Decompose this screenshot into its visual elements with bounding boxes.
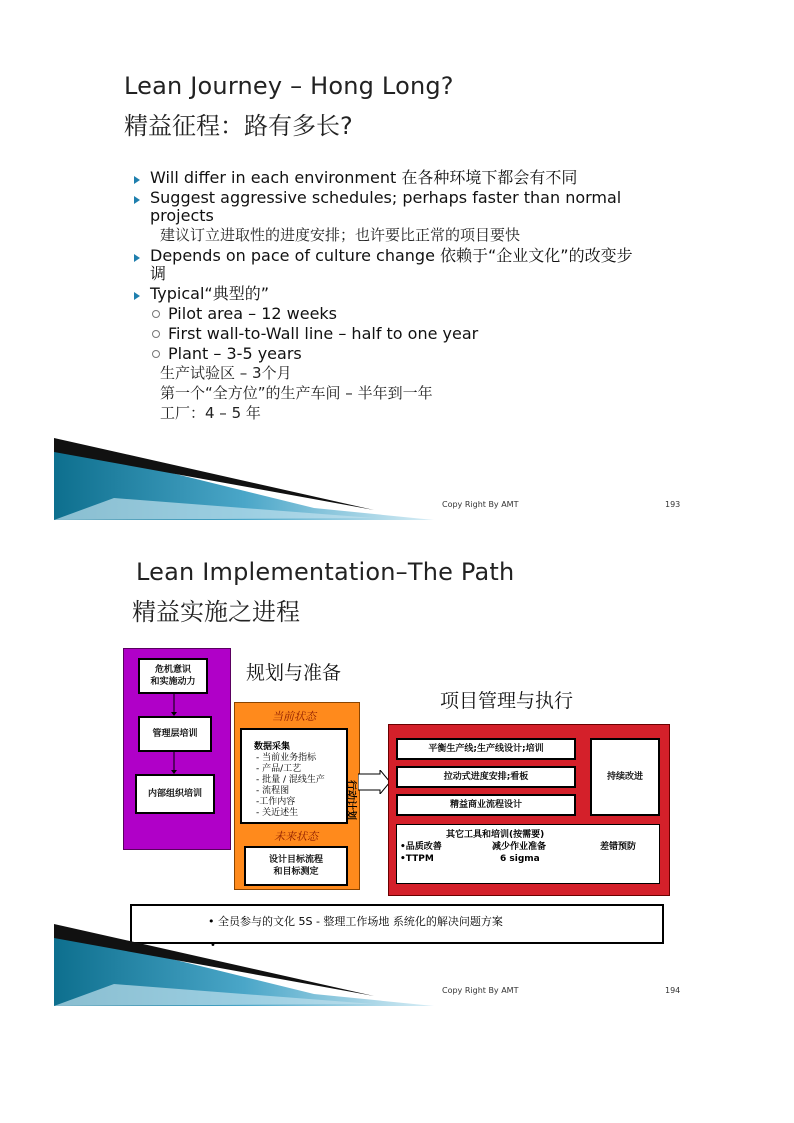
decorative-wedge <box>54 924 680 1006</box>
action-plan-label: 行动计划 <box>345 780 356 820</box>
tool-quality: •品质改善 <box>400 842 442 852</box>
current-state-label: 当前状态 <box>272 710 316 723</box>
bullet-2-line2: projects <box>150 206 214 225</box>
lean-business-box: 精益商业流程设计 <box>396 794 576 816</box>
purple-arrows <box>169 694 179 774</box>
data-item: - 当前业务指标 <box>256 753 317 763</box>
cn-line-1: 生产试验区 – 3个月 <box>160 364 292 382</box>
bullet-arrow-icon <box>134 254 140 262</box>
slide-title-en: Lean Implementation–The Path <box>136 558 515 586</box>
slide-193 <box>54 54 680 520</box>
footer-page-number: 193 <box>665 500 680 509</box>
data-item: - 流程图 <box>256 786 290 796</box>
future-state-label: 未来状态 <box>274 830 318 843</box>
tool-setup: 减少作业准备 <box>492 842 547 852</box>
internal-training-box: 内部组织培训 <box>135 774 215 814</box>
culture-bar-text: • 全员参与的文化 5S - 整理工作场地 系统化的解决问题方案 <box>208 915 503 928</box>
bullet-1: Will differ in each environment 在各种环境下都会有不同 <box>150 168 578 187</box>
data-item: -工作内容 <box>256 797 296 807</box>
balance-line-box: 平衡生产线;生产线设计;培训 <box>396 738 576 760</box>
bullet-3-line1: Depends on pace of culture change 依赖于“企业文化”的改变步 <box>150 246 633 265</box>
cn-line-3: 工厂：4 – 5 年 <box>160 404 261 422</box>
slide-194 <box>54 548 680 1006</box>
continuous-improvement-box: 持续改进 <box>590 738 660 816</box>
data-item: - 关近述生 <box>256 808 299 818</box>
bullet-arrow-icon <box>134 176 140 184</box>
project-execution-label: 项目管理与执行 <box>440 690 574 712</box>
tool-poka-yoke: 差错预防 <box>600 842 637 852</box>
planning-label: 规划与准备 <box>246 662 342 684</box>
bullet-arrow-icon <box>134 196 140 204</box>
management-training-box: 管理层培训 <box>138 716 212 752</box>
decorative-wedge <box>54 438 680 520</box>
footer-copyright: Copy Right By AMT <box>442 500 519 509</box>
tool-6sigma: 6 sigma <box>500 854 540 864</box>
slide-title-cn: 精益实施之进程 <box>132 598 300 626</box>
bullet-2-line1: Suggest aggressive schedules; perhaps faster than normal <box>150 188 622 207</box>
data-collection-title: 数据采集 <box>254 742 291 752</box>
crisis-awareness-box: 危机意识 和实施动力 <box>138 658 208 694</box>
slide-title-en: Lean Journey – Hong Long? <box>124 72 454 100</box>
sub-item-3: Plant – 3-5 years <box>152 344 302 363</box>
bullet-2-cn: 建议订立进取性的进度安排；也许要比正常的项目要快 <box>160 226 521 244</box>
tools-title: 其它工具和培训(按需要) <box>446 830 545 840</box>
footer-copyright: Copy Right By AMT <box>442 986 519 995</box>
design-target-box: 设计目标流程 和目标测定 <box>244 846 348 886</box>
tool-ttpm: •TTPM <box>400 854 434 864</box>
cn-line-2: 第一个“全方位”的生产车间 – 半年到一年 <box>160 384 433 402</box>
slide-title-cn: 精益征程：路有多长? <box>124 112 353 140</box>
data-item: - 批量 / 混线生产 <box>256 775 325 785</box>
pull-schedule-box: 拉动式进度安排;看板 <box>396 766 576 788</box>
culture-bar-dot: • <box>210 940 216 951</box>
circle-bullet-icon <box>152 310 160 318</box>
bullet-arrow-icon <box>134 292 140 300</box>
circle-bullet-icon <box>152 330 160 338</box>
bullet-3-line2: 调 <box>150 264 167 283</box>
sub-item-1: Pilot area – 12 weeks <box>152 304 337 323</box>
data-item: - 产品/工艺 <box>256 764 302 774</box>
action-arrow-icon <box>358 770 390 794</box>
bullet-4: Typical“典型的” <box>150 284 269 303</box>
sub-item-2: First wall-to-Wall line – half to one year <box>152 324 478 343</box>
footer-page-number: 194 <box>665 986 680 995</box>
circle-bullet-icon <box>152 350 160 358</box>
